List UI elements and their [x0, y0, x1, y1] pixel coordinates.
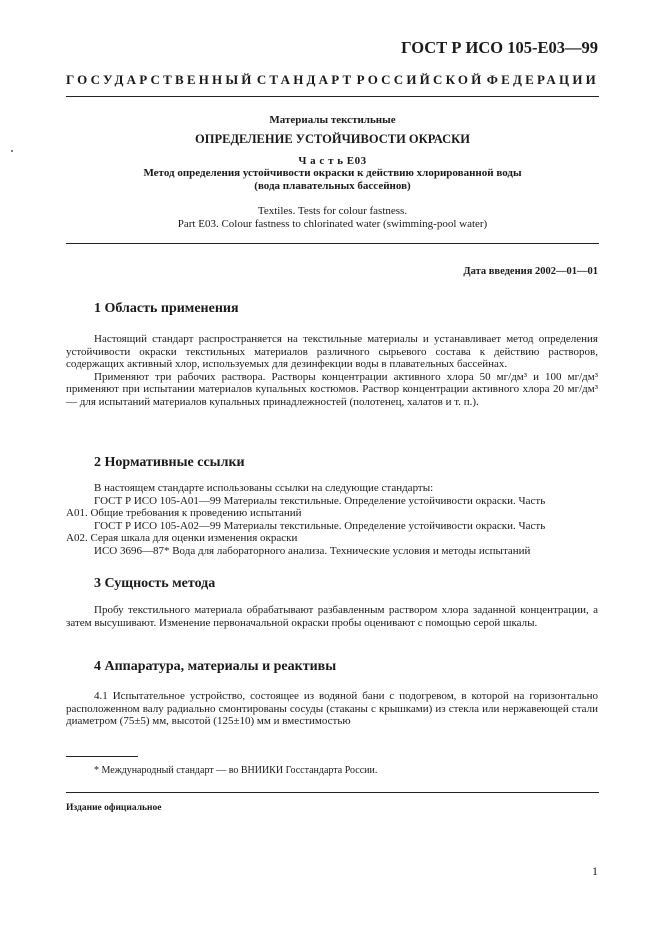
title-english [66, 205, 599, 231]
title-part: Ч а с т ь Е03 [298, 155, 367, 167]
section-2-heading: 2 Нормативные ссылки [94, 455, 245, 470]
footer-divider [66, 792, 599, 793]
section-4-heading: 4 Аппаратура, материалы и реактивы [94, 659, 337, 674]
paragraph: Пробу текстильного материала обрабатывают разбавленным раствором хлора заданной концентрации, а затем высушивают. Изменение первоначальной окраски пробы оценивают с помощью серой шкалы. [66, 604, 598, 629]
title-main: ОПРЕДЕЛЕНИЕ УСТОЙЧИВОСТИ ОКРАСКИ [195, 132, 470, 146]
government-standard-title [66, 72, 599, 88]
page-number: 1 [592, 864, 598, 878]
gov-title-word: СТАНДАРТ [256, 72, 355, 87]
reference-line: В настоящем стандарте использованы ссылки на следующие стандарты: [94, 482, 434, 494]
footnote: * Международный стандарт — во ВНИИКИ Госстандарта России. [94, 765, 378, 776]
reference-line: ГОСТ Р ИСО 105-А01—99 Материалы текстильные. Определение устойчивости окраски. Часть [94, 494, 546, 507]
section-3-heading: 3 Сущность метода [94, 576, 216, 591]
reference-line: ГОСТ Р ИСО 105-А02—99 Материалы текстильные. Определение устойчивости окраски. Часть [94, 519, 546, 532]
gov-title-word: ГОСУДАРСТВЕННЫЙ [66, 72, 255, 87]
edition-label: Издание официальное [66, 803, 162, 813]
paragraph: Настоящий стандарт распространяется на текстильные материалы и устанавливает метод определения устойчивости окраски текстильных материалов различного сырьевого состава к действию растворов, содержащих активный хлор, используемых для дезинфекции воды в плавательных бассейнах. [66, 333, 598, 371]
title-method-line: Метод определения устойчивости окраски к действию хлорированной воды [143, 167, 522, 179]
title-english-line: Part E03. Colour fastness to chlorinated water (swimming-pool water) [177, 218, 488, 230]
reference-line: А02. Серая шкала для оценки изменения окраски [66, 532, 298, 545]
reference-line: А01. Общие требования к проведению испытаний [66, 507, 302, 520]
scan-speck [11, 150, 13, 152]
section-4-body [66, 690, 598, 728]
section-3-body [66, 604, 598, 629]
title-category: Материалы текстильные [269, 114, 396, 126]
document-code: ГОСТ Р ИСО 105-Е03—99 [401, 38, 598, 57]
paragraph: 4.1 Испытательное устройство, состоящее из водяной бани с подогревом, в которой на горизонтально расположенном валу радиально смонтированы сосуды (стаканы с крышками) из стекла или нержавеющей стали диаметром (75±5) мм, высотой (125±10) мм и вместимостью [66, 690, 598, 728]
reference-line: ИСО 3696—87* Вода для лабораторного анализа. Технические условия и методы испытаний [94, 544, 531, 557]
gov-title-word: ФЕДЕРАЦИИ [486, 72, 599, 87]
section-1-body [66, 333, 598, 409]
title-divider [66, 243, 599, 244]
section-2-body [66, 482, 598, 558]
title-method-line: (вода плавательных бассейнов) [254, 180, 411, 192]
section-1-heading: 1 Область применения [94, 301, 239, 316]
footnote-divider [66, 756, 138, 757]
title-method [66, 167, 599, 193]
paragraph: Применяют три рабочих раствора. Растворы концентрации активного хлора 50 мг/дм³ и 100 мг/дм³ применяют при испытании материалов купальных костюмов. Раствор концентрации активного хлора 20 мг/дм³ — для испытаний материалов купальных принадлежностей (полотенец, халатов и т. п.). [66, 370, 598, 408]
gov-title-word: РОССИЙСКОЙ [356, 72, 485, 87]
title-english-line: Textiles. Tests for colour fastness. [257, 205, 408, 217]
introduction-date: Дата введения 2002—01—01 [463, 266, 598, 277]
header-divider [66, 96, 599, 97]
